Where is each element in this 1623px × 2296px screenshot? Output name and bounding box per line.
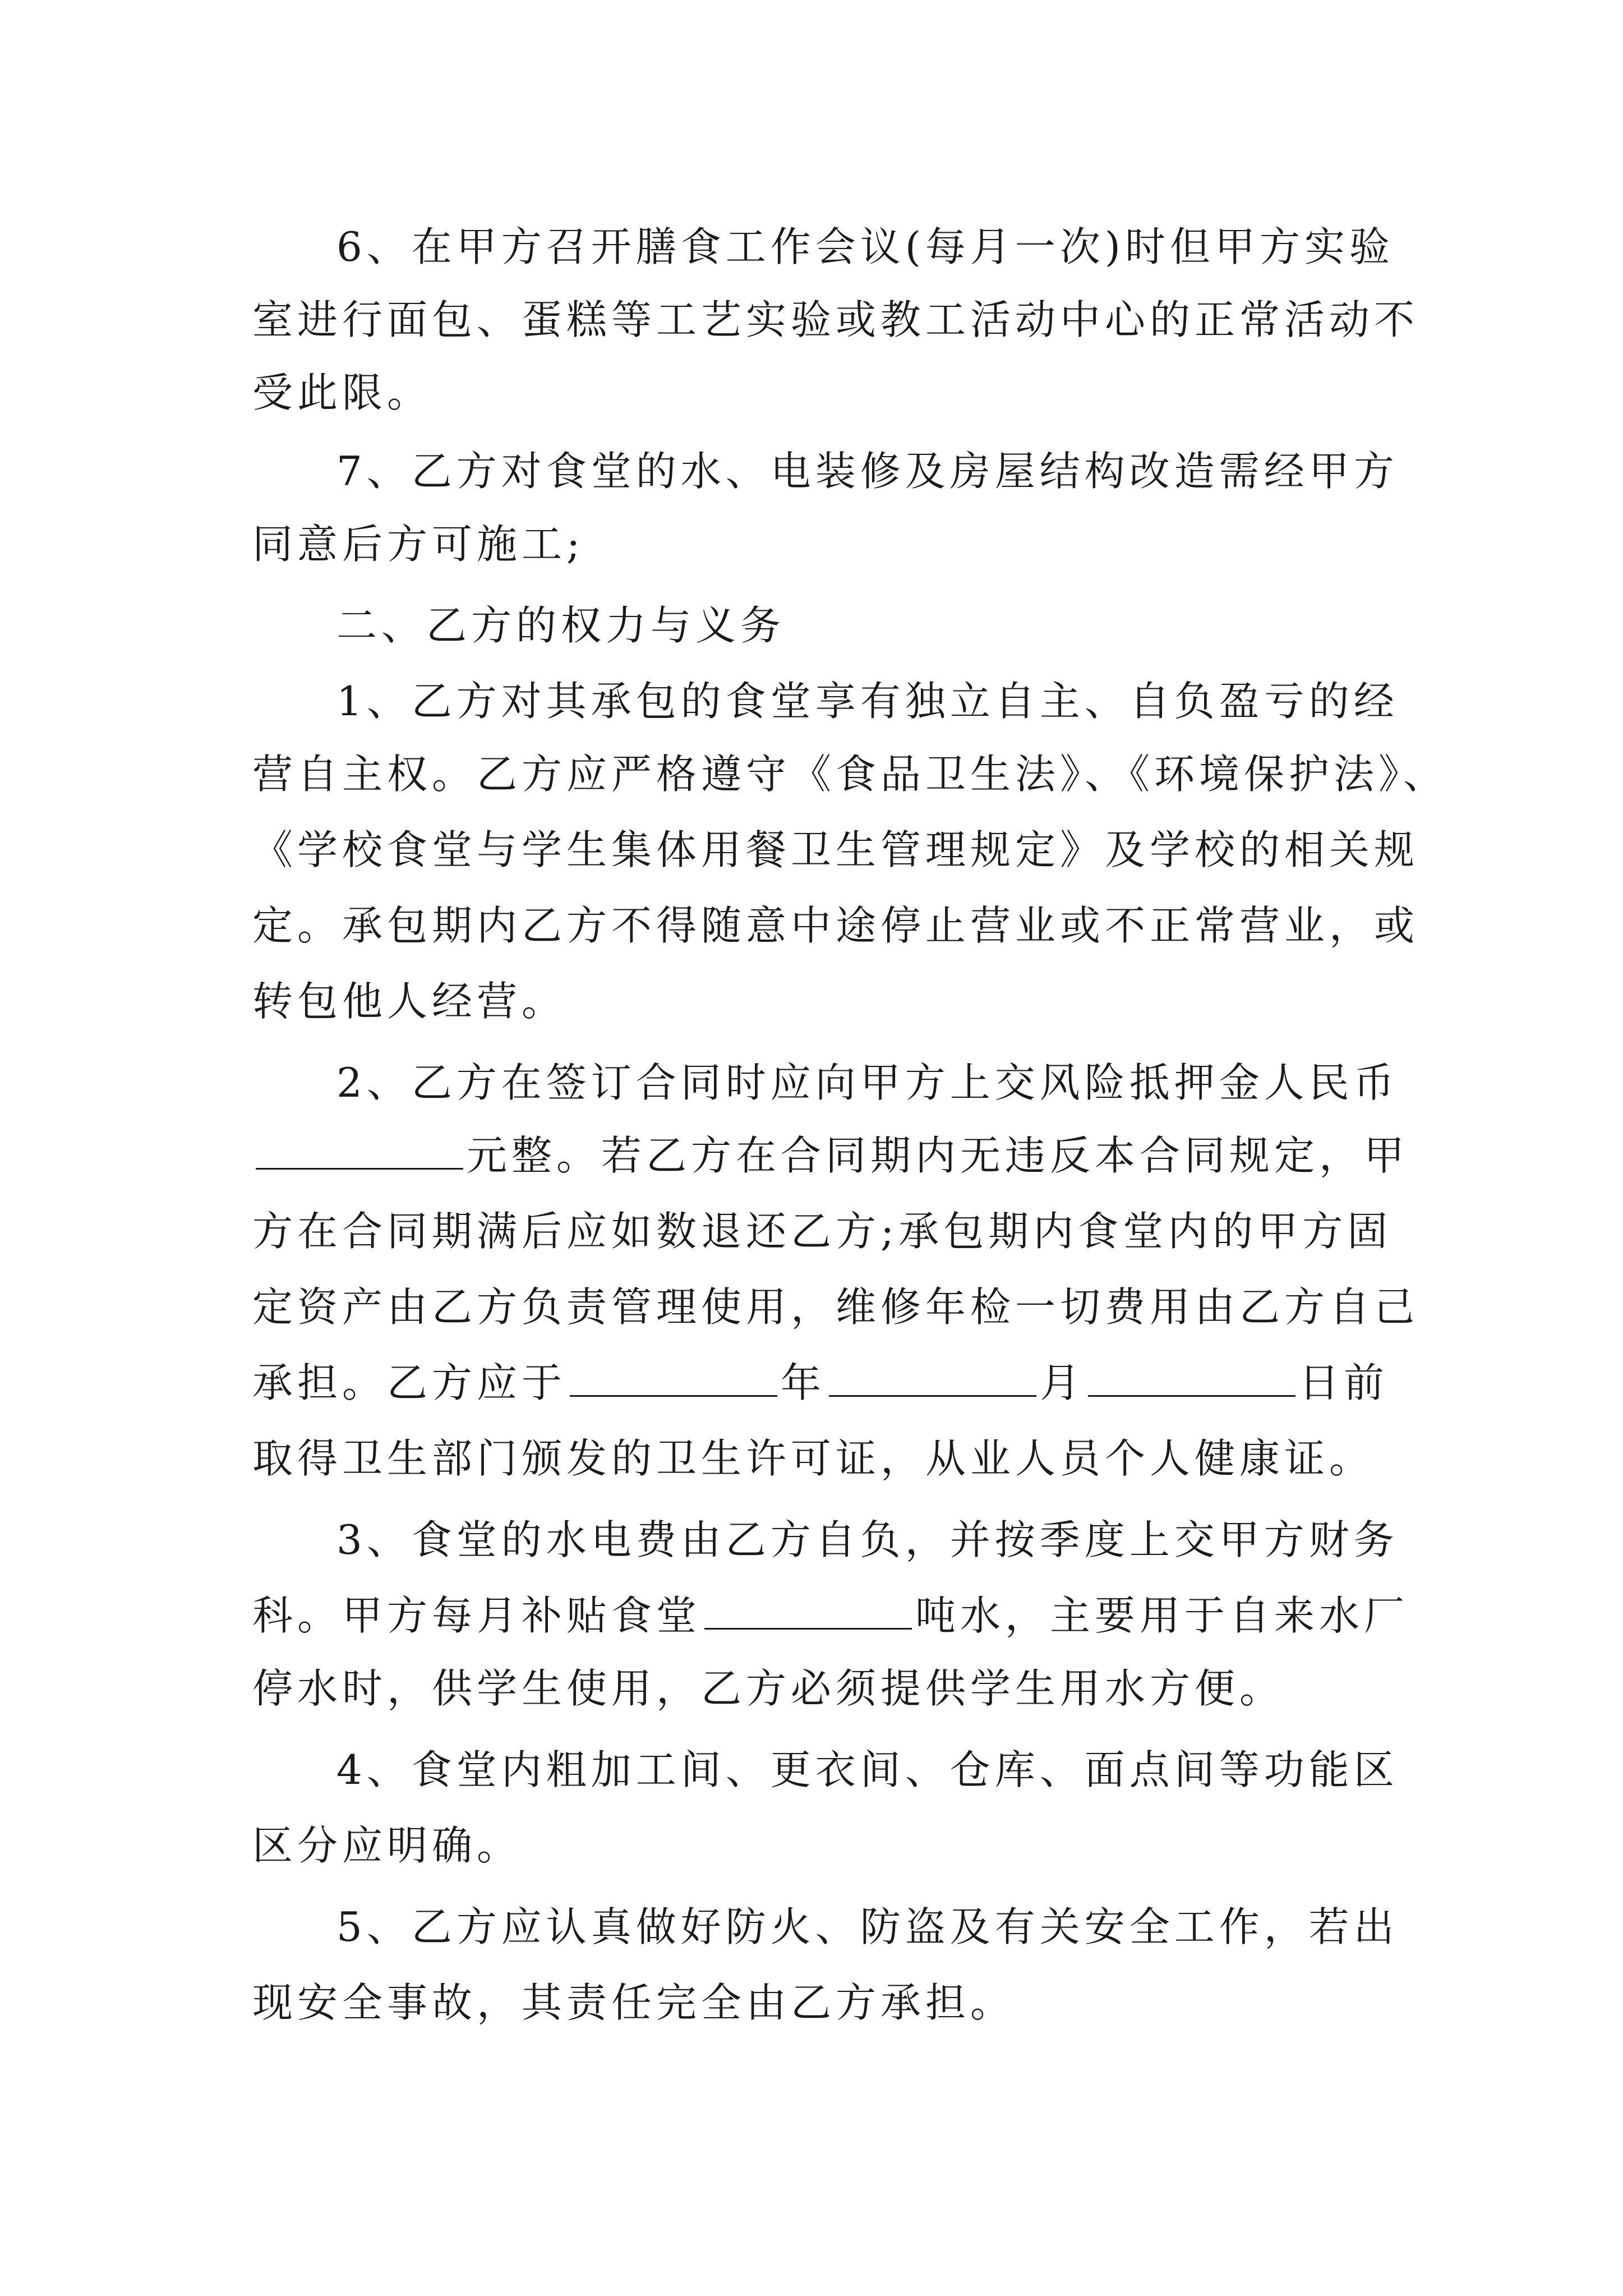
text-segment: 吨水，主要用于自来水厂 [915, 1592, 1409, 1639]
text-segment: 日前 [1299, 1359, 1389, 1406]
text-line: 营自主权。乙方应严格遵守《食品卫生法》、《环境保护法》、 [252, 751, 1449, 798]
text-segment: 月 [1040, 1359, 1085, 1406]
text-line: 1、乙方对其承包的食堂享有独立自主、自负盈亏的经 [336, 678, 1399, 725]
fill-in-blank[interactable] [256, 1134, 463, 1170]
text-line: 5、乙方应认真做好防火、防盗及有关安全工作，若出 [336, 1903, 1399, 1950]
text-line: 同意后方可施工; [252, 521, 585, 568]
text-line: 7、乙方对食堂的水、电装修及房屋结构改造需经甲方 [336, 448, 1399, 495]
text-line-with-blank [252, 1588, 1409, 1644]
text-line: 2、乙方在签订合同时应向甲方上交风险抵押金人民币 [336, 1059, 1399, 1106]
text-line: 方在合同期满后应如数退还乙方;承包期内食堂内的甲方固 [252, 1208, 1393, 1255]
text-line: 受此限。 [252, 369, 432, 416]
text-line: 停水时，供学生使用，乙方必须提供学生用水方便。 [252, 1665, 1285, 1712]
text-line-with-blanks [252, 1355, 1389, 1411]
text-line: 4、食堂内粗加工间、更衣间、仓库、面点间等功能区 [336, 1746, 1399, 1793]
text-segment: 承担。乙方应于 [252, 1359, 567, 1406]
text-line: 室进行面包、蛋糕等工艺实验或教工活动中心的正常活动不 [252, 296, 1419, 343]
text-segment: 年 [781, 1359, 826, 1406]
fill-in-blank[interactable] [570, 1361, 777, 1397]
text-segment: 科。甲方每月补贴食堂 [252, 1592, 702, 1639]
text-line: 转包他人经营。 [252, 978, 567, 1025]
text-line: 3、食堂的水电费由乙方自负，并按季度上交甲方财务 [336, 1516, 1399, 1563]
fill-in-blank[interactable] [1088, 1361, 1295, 1397]
text-segment: 元整。若乙方在合同期内无违反本合同规定，甲 [467, 1132, 1409, 1179]
text-line: 取得卫生部门颁发的卫生许可证，从业人员个人健康证。 [252, 1435, 1375, 1482]
text-line: 定。承包期内乙方不得随意中途停止营业或不正常营业，或 [252, 902, 1419, 949]
text-line: 现安全事故，其责任完全由乙方承担。 [252, 1979, 1016, 2026]
text-line: 6、在甲方召开膳食工作会议(每月一次)时但甲方实验 [336, 223, 1394, 270]
text-line: 《学校食堂与学生集体用餐卫生管理规定》及学校的相关规 [252, 826, 1419, 873]
text-line: 区分应明确。 [252, 1822, 522, 1869]
fill-in-blank[interactable] [704, 1594, 912, 1630]
fill-in-blank[interactable] [829, 1361, 1036, 1397]
section-heading: 二、乙方的权力与义务 [336, 602, 786, 649]
text-line-with-blank [252, 1128, 1409, 1184]
text-line: 定资产由乙方负责管理使用，维修年检一切费用由乙方自己 [252, 1283, 1419, 1331]
